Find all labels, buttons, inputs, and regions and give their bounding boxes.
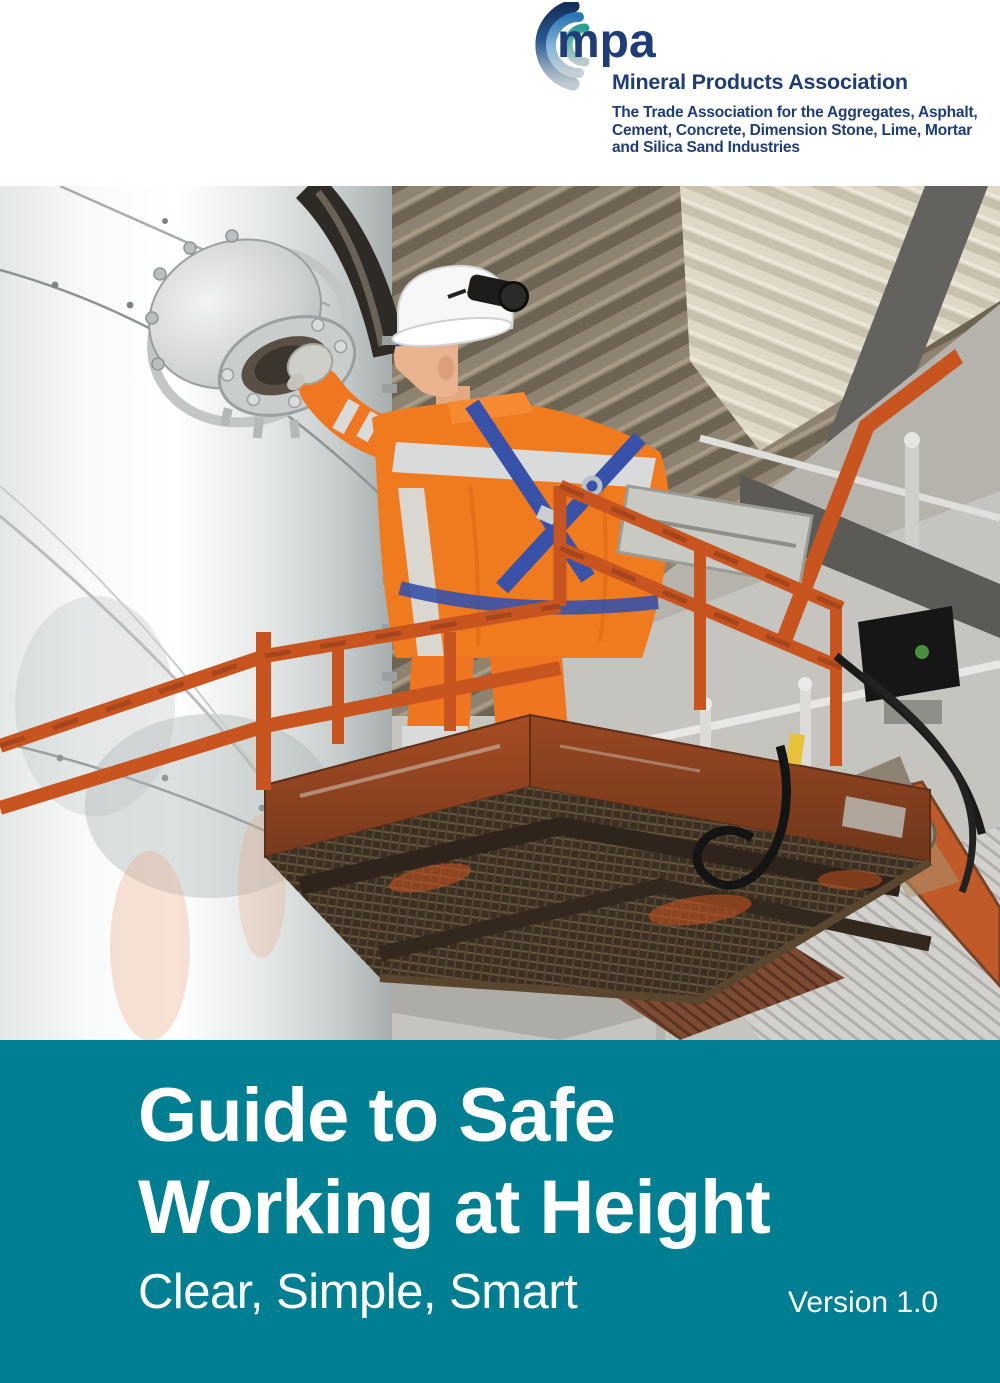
tagline-line-1: The Trade Association for the Aggregates, Asphalt, xyxy=(612,104,978,121)
cover-title-line-1: Guide to Safe xyxy=(138,1073,615,1158)
logo-acronym: mpa xyxy=(557,15,656,68)
tagline-line-2: Cement, Concrete, Dimension Stone, Lime, Mortar xyxy=(612,121,973,139)
title-band xyxy=(0,1040,1000,1383)
tagline-line-3: and Silica Sand Industries xyxy=(612,139,800,156)
cover-photo xyxy=(0,186,1000,1040)
cover-title xyxy=(138,1070,770,1254)
version-label: Version 1.0 xyxy=(788,1286,939,1319)
header xyxy=(0,0,1000,186)
cover-subtitle: Clear, Simple, Smart xyxy=(138,1265,578,1319)
org-name: Mineral Products Association xyxy=(612,70,908,94)
org-tagline xyxy=(612,104,978,157)
cover-title-line-2: Working at Height xyxy=(138,1165,770,1250)
